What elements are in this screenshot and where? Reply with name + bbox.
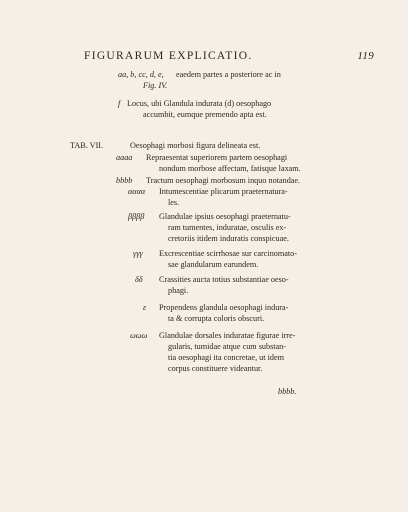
block1-line2: Fig. IV. bbox=[143, 81, 168, 90]
item-line: cretoriis itidem induratis conspicuae. bbox=[168, 234, 289, 243]
header-title: FIGURARUM EXPLICATIO. bbox=[84, 50, 253, 62]
block1-line1-label: aa, b, cc, d, e, bbox=[118, 70, 164, 79]
catchword: bbbb. bbox=[278, 387, 297, 396]
item-line: Intumescentiae plicarum praeternatura- bbox=[159, 187, 288, 196]
item-label-aaaa: aaaa bbox=[116, 153, 133, 162]
item-line: gularis, tumidae atque cum substan- bbox=[168, 342, 287, 351]
item-line: ta & corrupta coloris obscuri. bbox=[168, 314, 265, 323]
page-number: 119 bbox=[357, 50, 374, 62]
item-line: Propendens glandula oesophagi indura- bbox=[159, 303, 289, 312]
item-label-delta: δδ bbox=[135, 275, 143, 284]
item-line: corpus constituere videantur. bbox=[168, 364, 263, 373]
item-label-alpha: αααα bbox=[128, 187, 146, 196]
item-line: Crassities aucta totius substantiae oeso- bbox=[159, 275, 289, 284]
item-label-bbbb: bbbb bbox=[116, 176, 133, 185]
item-line: ram tumentes, induratae, osculis ex- bbox=[168, 223, 287, 232]
item-line: Excrescentiae scirrhosae sur carcinomato- bbox=[159, 249, 297, 258]
item-line: tia oesophagi ita concretae, ut idem bbox=[168, 353, 284, 362]
block2-title: Oesophagi morbosi figura delineata est. bbox=[130, 141, 261, 150]
tab-label: TAB. VII. bbox=[70, 141, 104, 150]
item-label-omega: ωωω bbox=[130, 331, 148, 340]
item-line: nondum morbose affectam, fatisque laxam. bbox=[159, 164, 301, 173]
block1-line1-text: eaedem partes a posteriore ac in bbox=[176, 70, 281, 79]
running-header bbox=[84, 50, 374, 62]
block1-line3-label: f bbox=[118, 99, 121, 108]
item-label-gamma: γγγ bbox=[133, 249, 143, 258]
item-line: Repraesentat superiorem partem oesophagi bbox=[146, 153, 288, 162]
item-label-beta: ββββ bbox=[128, 212, 145, 221]
block1-line3-text: Locus, ubi Glandula indurata (d) oesophago bbox=[127, 99, 272, 108]
item-line: Tractum oesophagi morbosum inquo notandae. bbox=[146, 176, 301, 185]
item-label-epsilon: ε bbox=[143, 303, 147, 312]
item-line: les. bbox=[168, 198, 180, 207]
item-line: Glandulae dorsales induratae figurae irre- bbox=[159, 331, 296, 340]
item-line: phagi. bbox=[168, 286, 189, 295]
item-line: Glandulae ipsius oesophagi praeternatu- bbox=[159, 212, 291, 221]
block1-line4: accumbit, eumque premendo apta est. bbox=[143, 110, 267, 119]
item-line: sae glandularum earundem. bbox=[168, 260, 259, 269]
